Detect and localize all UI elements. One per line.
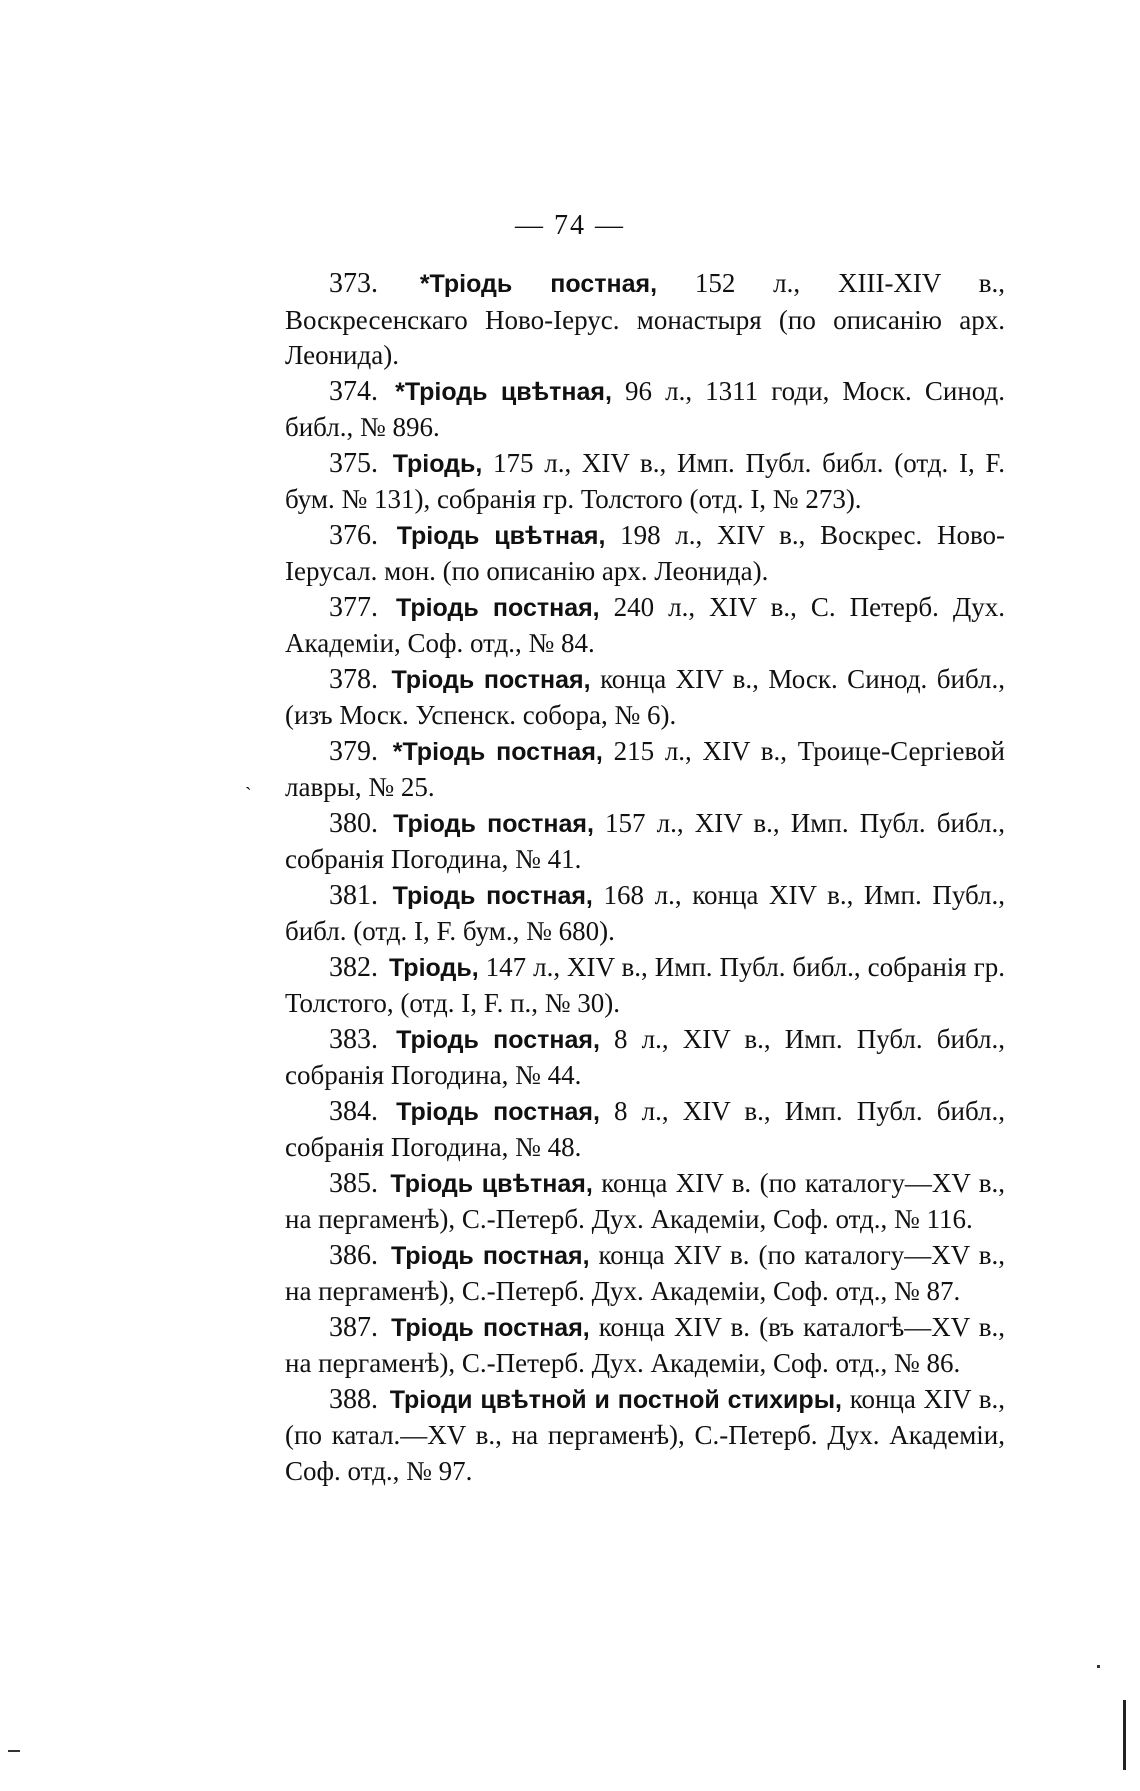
entry-number: 383. (329, 1023, 378, 1055)
entry-number: 384. (329, 1095, 378, 1127)
catalog-entry (285, 1022, 1005, 1094)
entry-title: Тріодь постная, (393, 809, 594, 838)
entry-description: 198 л., XIV в., Воскрес. Ново-Іерусал. мон. (по описанію арх. Леонида). (285, 519, 1006, 586)
entry-description: 175 л., XIV в., Имп. Публ. библ. (отд. I, F. бум. № 131), собранія гр. Толстого (отд. I, № 273). (285, 447, 1006, 514)
entry-description: 152 л., XIII-XIV в., Воскресенскаго Ново-Іерус. монастыря (по описанію арх. Леонида). (285, 268, 1006, 370)
entry-description: 8 л., XIV в., Имп. Публ. библ., собранія Погодина, № 44. (285, 1023, 1006, 1090)
catalog-entry (285, 1094, 1005, 1166)
entry-number: 376. (329, 519, 378, 551)
entry-number: 378. (329, 663, 378, 695)
catalog-entry (285, 446, 1005, 518)
entry-number: 386. (329, 1239, 378, 1271)
entry-title: Тріодь постная, (396, 1097, 600, 1126)
entry-number: 375. (329, 447, 378, 479)
catalog-entry (285, 1310, 1005, 1382)
catalog-entry (285, 1166, 1005, 1238)
entry-description: 215 л., XIV в., Троице-Сергіевой лавры, № 25. (285, 735, 1005, 802)
catalog-entry (285, 1238, 1005, 1310)
entry-title: Тріодь цвѣтная, (396, 521, 606, 550)
entry-title: Тріодь цвѣтная, (390, 1169, 593, 1198)
entry-list (285, 266, 1005, 1489)
entry-number: 374. (329, 375, 378, 407)
entry-number: 388. (329, 1383, 378, 1415)
entry-title: Тріодь постная, (391, 665, 591, 694)
entry-title: Тріоди цвѣтной и постной стихиры, (389, 1385, 842, 1414)
entry-title: Тріодь постная, (396, 1025, 600, 1054)
entry-description: конца XIV в. (въ каталогѣ—XV в., на пергаменѣ), С.-Петерб. Дух. Академіи, Соф. отд., № 86. (285, 1311, 1006, 1378)
catalog-entry (285, 266, 1005, 374)
catalog-entry (285, 1382, 1005, 1490)
catalog-entry (285, 518, 1005, 590)
catalog-entry (285, 734, 1005, 806)
catalog-entry (285, 662, 1005, 734)
catalog-entry (285, 950, 1005, 1022)
entry-number: 379. (329, 735, 378, 767)
page-edge-mark-right (1097, 1665, 1100, 1668)
entry-number: 380. (329, 807, 378, 839)
page-edge-line (1123, 1700, 1126, 1770)
entry-description: конца XIV в. (по каталогу—XV в., на пергаменѣ), С.-Петерб. Дух. Академіи, Соф. отд., № 87. (285, 1239, 1006, 1306)
entry-number: 377. (329, 591, 378, 623)
entry-description: 96 л., 1311 годи, Моск. Синод. библ., № 896. (285, 375, 1005, 442)
entry-title: Тріодь, (388, 953, 479, 982)
entry-title: Тріодь постная, (392, 881, 593, 910)
entry-description: 240 л., XIV в., С. Петерб. Дух. Академіи, Соф. отд., № 84. (285, 591, 1006, 658)
entry-description: 168 л., конца XIV в., Имп. Публ., библ. (отд. I, F. бум., № 680). (285, 879, 1006, 946)
entry-description: 147 л., XIV в., Имп. Публ. библ., собранія гр. Толстого, (отд. I, F. п., № 30). (285, 951, 1006, 1018)
stray-mark: ˋ (245, 784, 252, 806)
entry-number: 387. (329, 1311, 378, 1343)
entry-title: *Тріодь постная, (419, 270, 658, 298)
entry-description: 8 л., XIV в., Имп. Публ. библ., собранія Погодина, № 48. (285, 1095, 1006, 1162)
entry-number: 382. (329, 951, 378, 983)
catalog-entry (285, 878, 1005, 950)
entry-title: Тріодь постная, (391, 1313, 590, 1342)
page-number: — 74 — (515, 210, 625, 241)
entry-description: конца XIV в., Моск. Синод. библ., (изъ Моск. Успенск. собора, № 6). (285, 663, 1005, 730)
entry-title: Тріодь, (392, 449, 483, 478)
entry-number: 381. (329, 879, 378, 911)
entry-description: конца XIV в. (по каталогу—XV в., на пергаменѣ), С.-Петерб. Дух. Академіи, Соф. отд., № 116. (285, 1167, 1006, 1234)
entry-title: *Тріодь цвѣтная, (395, 377, 612, 406)
entry-title: Тріодь постная, (390, 1241, 590, 1270)
entry-title: *Тріодь постная, (392, 737, 603, 766)
entry-number: 385. (329, 1167, 378, 1199)
entry-title: Тріодь постная, (396, 593, 600, 622)
entry-description: конца XIV в., (по катал.—XV в., на пергаменѣ), С.-Петерб. Дух. Академіи, Соф. отд., № 97. (285, 1383, 1006, 1486)
page-edge-mark-left (8, 1750, 20, 1752)
catalog-entry (285, 806, 1005, 878)
catalog-entry (285, 590, 1005, 662)
entry-description: 157 л., XIV в., Имп. Публ. библ., собранія Погодина, № 41. (285, 807, 1006, 874)
entry-number: 373. (329, 268, 378, 299)
catalog-entry (285, 374, 1005, 446)
